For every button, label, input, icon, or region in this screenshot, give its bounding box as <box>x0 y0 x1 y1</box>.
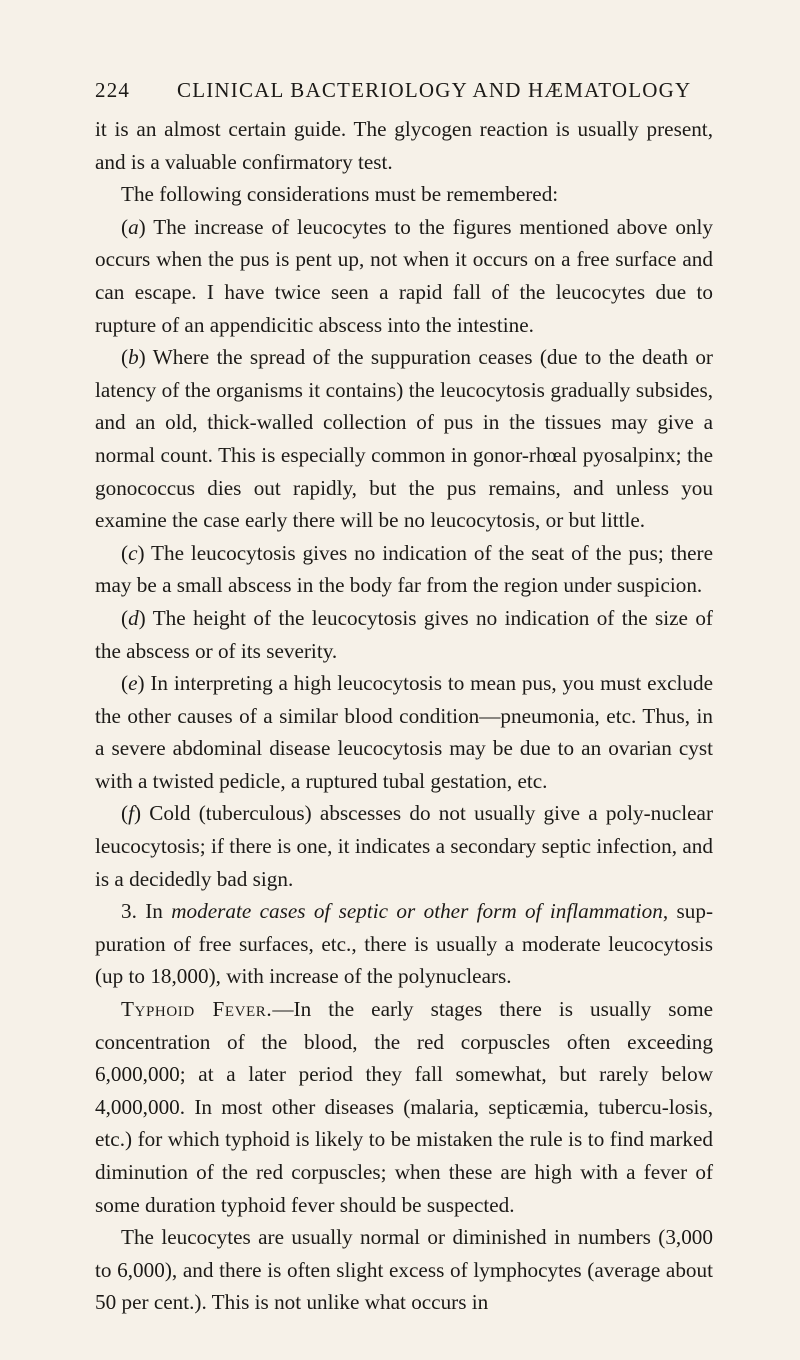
paragraph-continuation: it is an almost certain guide. The glycogen reaction is usually present, and is a valuable confirmatory test. <box>95 117 713 174</box>
consideration-label: c <box>128 540 138 565</box>
consideration-a: (a) The increase of leucocytes to the figures mentioned above only occurs when the pus is pent up, not when it occurs on a free surface and can escape. I have twice seen a rapid fall of the leucocytes due to rupture of an appendicitic abscess into the intestine. <box>95 214 713 337</box>
page-number: 224 <box>95 78 131 102</box>
running-header <box>95 78 713 103</box>
consideration-b: (b) Where the spread of the suppuration ceases (due to the death or latency of the organisms it contains) the leucocytosis gradually subsides, and an old, thick-walled collection of pus in the tissues may give a normal count. This is especially common in gonor-rhœal pyosalpinx; the gonococcus dies out rapidly, but the pus remains, and unless you examine the case early there will be no leucocytosis, or but little. <box>95 345 713 533</box>
consideration-text: Where the spread of the suppuration ceases (due to the death or latency of the organisms it contains) the leucocytosis gradually subsides, and an old, thick-walled collection of pus in the tissues may give a normal count. This is especially common in gonor-rhœal pyosalpinx; the gonococcus dies out rapidly, but the pus remains, and unless you examine the case early there will be no leucocytosis, or but little. <box>95 345 713 533</box>
consideration-label: f <box>128 801 134 826</box>
consideration-text: The leucocytosis gives no indication of the seat of the pus; there may be a small abscess in the body far from the region under suspicion. <box>95 540 713 598</box>
consideration-label: a <box>128 214 139 239</box>
list-number: 3. <box>121 899 137 924</box>
paragraph-text: , sup-puration of free surfaces, etc., there is usually a moderate leucocytosis (up to 18,000), with increase of the polynuclears. <box>95 899 714 989</box>
consideration-text: The height of the leucocytosis gives no indication of the size of the abscess or of its severity. <box>95 605 713 663</box>
paragraph-moderate-cases <box>95 895 713 993</box>
consideration-text: In interpreting a high leucocytosis to mean pus, you must exclude the other causes of a similar blood condition—pneumonia, etc. Thus, in a severe abdominal disease leucocytosis may be due to an ovarian cyst with a twisted pedicle, a ruptured tubal gestation, etc. <box>95 671 713 793</box>
consideration-label: b <box>128 345 139 370</box>
lead-word: In <box>145 899 163 924</box>
paragraph-typhoid-fever <box>95 993 713 1221</box>
section-heading: Typhoid Fever. <box>121 997 273 1022</box>
paragraph-considerations-intro: The following considerations must be remembered: <box>121 182 559 207</box>
consideration-label: e <box>128 671 138 696</box>
body-text <box>95 113 713 1319</box>
consideration-text: Cold (tuberculous) abscesses do not usually give a poly-nuclear leucocytosis; if there is one, it indicates a secondary septic infection, and is a decidedly bad sign. <box>95 801 713 891</box>
consideration-d: (d) The height of the leucocytosis gives no indication of the size of the abscess or of its severity. <box>95 605 713 663</box>
paragraph-text: —In the early stages there is usually some concentration of the blood, the red corpuscles often exceeding 6,000,000; at a later period they fall somewhat, but rarely below 4,000,000. In most other diseases (malaria, septicæmia, tubercu-losis, etc.) for which typhoid is likely to be mistaken the rule is to find marked diminution of the red corpuscles; when these are high with a fever of some duration typhoid fever should be suspected. <box>95 997 713 1217</box>
running-title: CLINICAL BACTERIOLOGY AND HÆMATOLOGY <box>177 78 692 102</box>
consideration-c: (c) The leucocytosis gives no indication of the seat of the pus; there may be a small abscess in the body far from the region under suspicion. <box>95 540 713 598</box>
consideration-f: (f) Cold (tuberculous) abscesses do not usually give a poly-nuclear leucocytosis; if there is one, it indicates a secondary septic infection, and is a decidedly bad sign. <box>95 801 713 891</box>
italic-phrase: moderate cases of septic or other form of inflammation <box>171 899 663 924</box>
consideration-text: The increase of leucocytes to the figures mentioned above only occurs when the pus is pent up, not when it occurs on a free surface and can escape. I have twice seen a rapid fall of the leucocytes due to rupture of an appendicitic abscess into the intestine. <box>95 214 713 337</box>
paragraph-leucocytes: The leucocytes are usually normal or diminished in numbers (3,000 to 6,000), and there is often slight excess of lymphocytes (average about 50 per cent.). This is not unlike what occurs in <box>95 1225 713 1315</box>
consideration-label: d <box>128 605 139 630</box>
consideration-e: (e) In interpreting a high leucocytosis to mean pus, you must exclude the other causes of a similar blood condition—pneumonia, etc. Thus, in a severe abdominal disease leucocytosis may be due to an ovarian cyst with a twisted pedicle, a ruptured tubal gestation, etc. <box>95 671 713 793</box>
